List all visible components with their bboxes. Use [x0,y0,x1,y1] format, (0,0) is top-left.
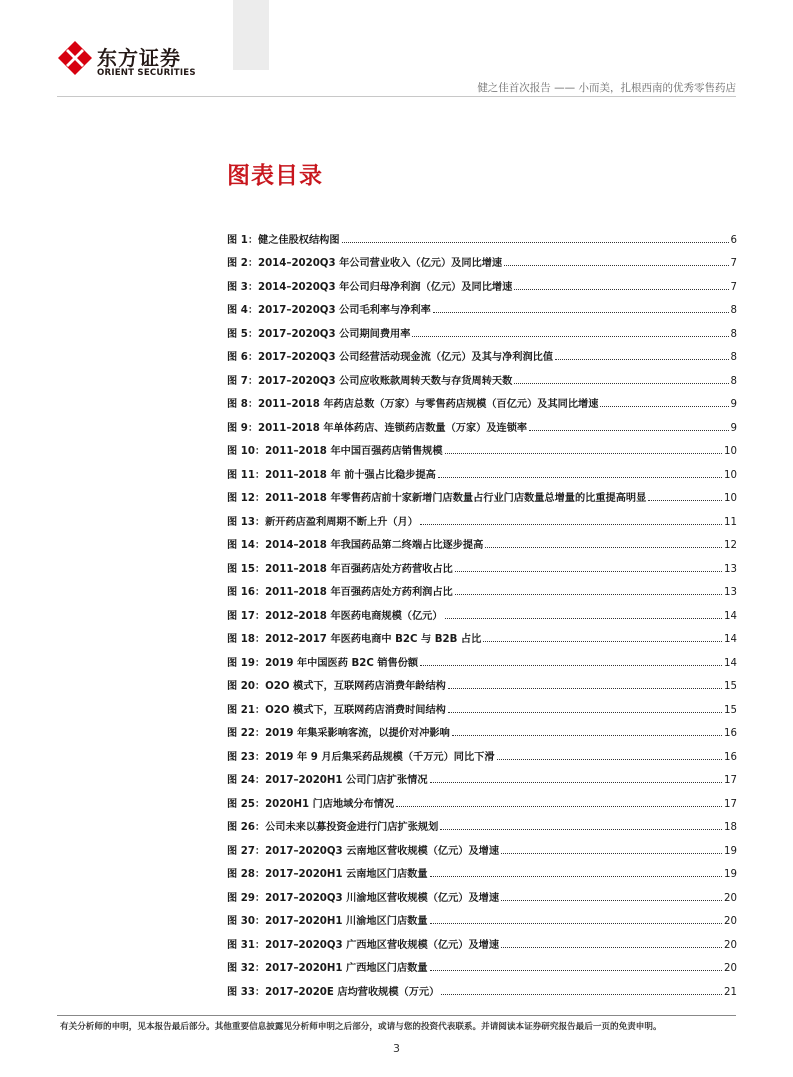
toc-entry-page: 8 [730,305,737,316]
toc-entry-label: 图 25：2020H1 门店地域分布情况 [227,798,395,810]
toc-entry[interactable] [227,410,737,434]
toc-entry-label: 图 27：2017–2020Q3 云南地区营收规模（亿元）及增速 [227,845,500,857]
toc-entry[interactable] [227,293,737,317]
toc-entry[interactable] [227,786,737,810]
toc-dot-leader [648,500,722,501]
toc-entry-label: 图 18：2012–2017 年医药电商中 B2C 与 B2B 占比 [227,634,482,645]
toc-entry-page: 15 [724,704,737,716]
logo-chinese-name: 东方证券 [97,46,181,70]
toc-entry[interactable] [227,246,737,270]
toc-dot-leader [504,265,728,266]
toc-entry[interactable] [227,340,737,364]
toc-entry-page: 10 [724,469,737,481]
toc-entry[interactable] [227,974,737,998]
toc-entry[interactable] [227,669,737,693]
toc-entry-label: 图 11：2011–2018 年 前十强占比稳步提高 [227,469,436,481]
toc-entry-label: 图 16：2011–2018 年百强药店处方药利润占比 [227,587,453,598]
toc-dot-leader [600,406,728,407]
toc-entry-page: 8 [730,328,737,340]
toc-dot-leader [501,900,722,901]
toc-dot-leader [430,876,722,877]
toc-entry-page: 17 [724,798,737,810]
toc-entry-page: 15 [724,681,737,692]
orient-logo-icon [57,40,93,76]
toc-entry-label: 图 21：O2O 模式下，互联网药店消费时间结构 [227,704,446,716]
toc-dot-leader [448,712,722,713]
toc-entry-label: 图 33：2017–2020E 店均营收规模（万元） [227,986,440,998]
toc-entry-page: 8 [730,375,737,387]
toc-dot-leader [438,477,722,478]
toc-dot-leader [430,970,722,971]
toc-entry-page: 20 [724,963,737,974]
toc-dot-leader [433,312,729,313]
toc-entry-page: 10 [724,446,737,457]
toc-entry-label: 图 32：2017–2020H1 广西地区门店数量 [227,963,428,974]
toc-dot-leader [396,806,722,807]
toc-dot-leader [412,336,728,337]
header-divider [57,96,736,97]
toc-entry[interactable] [227,457,737,481]
toc-entry-page: 6 [730,234,737,246]
toc-entry-label: 图 9：2011–2018 年单体药店、连锁药店数量（万家）及连锁率 [227,422,528,434]
toc-entry[interactable] [227,880,737,904]
toc-dot-leader [441,994,722,995]
toc-dot-leader [452,735,722,736]
toc-entry-label: 图 5：2017–2020Q3 公司期间费用率 [227,328,411,340]
toc-list [227,222,737,998]
toc-dot-leader [448,688,722,689]
toc-entry[interactable] [227,716,737,740]
toc-entry-page: 7 [730,281,737,293]
toc-dot-leader [445,618,723,619]
toc-entry[interactable] [227,904,737,928]
toc-entry[interactable] [227,551,737,575]
toc-dot-leader [430,923,722,924]
toc-dot-leader [514,289,728,290]
toc-dot-leader [483,641,722,642]
toc-dot-leader [501,853,722,854]
toc-entry-label: 图 12：2011–2018 年零售药店前十家新增门店数量占行业门店数量总增量的比重提高明显 [227,493,647,504]
toc-entry-page: 9 [730,399,737,410]
toc-dot-leader [529,430,728,431]
toc-entry-page: 16 [724,728,737,739]
footer-disclaimer: 有关分析师的申明，见本报告最后部分。其他重要信息披露见分析师申明之后部分，或请与您的投资代表联系。并请阅读本证券研究报告最后一页的免责申明。 [60,1022,662,1032]
page-number: 3 [393,1042,400,1055]
toc-dot-leader [440,829,722,830]
toc-dot-leader [455,594,722,595]
toc-entry-label: 图 24：2017–2020H1 公司门店扩张情况 [227,775,428,786]
toc-entry-label: 图 2：2014–2020Q3 年公司营业收入（亿元）及同比增速 [227,258,503,269]
toc-entry[interactable] [227,951,737,975]
toc-entry-page: 19 [724,869,737,880]
toc-dot-leader [497,759,722,760]
toc-entry-label: 图 13：新开药店盈利周期不断上升（月） [227,516,418,528]
toc-entry[interactable] [227,504,737,528]
toc-entry[interactable] [227,387,737,411]
toc-dot-leader [555,359,728,360]
toc-entry-page: 18 [724,822,737,833]
toc-entry-label: 图 14：2014–2018 年我国药品第二终端占比逐步提高 [227,540,484,551]
toc-dot-leader [430,782,722,783]
toc-entry-label: 图 22：2019 年集采影响客流，以提价对冲影响 [227,728,450,739]
toc-entry-page: 20 [724,939,737,951]
toc-entry-label: 图 10：2011–2018 年中国百强药店销售规模 [227,446,443,457]
toc-entry-page: 20 [724,916,737,927]
toc-entry-page: 9 [730,422,737,434]
toc-entry-label: 图 29：2017–2020Q3 川渝地区营收规模（亿元）及增速 [227,892,500,904]
header-decor-bar [233,0,269,70]
toc-entry-label: 图 26：公司未来以募投资金进行门店扩张规划 [227,822,439,833]
toc-entry-page: 17 [724,775,737,786]
toc-entry[interactable] [227,810,737,834]
toc-entry-label: 图 17：2012–2018 年医药电商规模（亿元） [227,610,443,622]
toc-entry-label: 图 19：2019 年中国医药 B2C 销售份额 [227,657,419,669]
toc-entry[interactable] [227,692,737,716]
toc-entry[interactable] [227,316,737,340]
toc-entry-page: 11 [724,516,737,528]
toc-entry[interactable] [227,528,737,552]
toc-entry[interactable] [227,575,737,599]
toc-entry-page: 12 [724,540,737,551]
logo-english-name: ORIENT SECURITIES [97,68,196,78]
toc-entry[interactable] [227,763,737,787]
toc-entry-page: 7 [730,258,737,269]
toc-entry[interactable] [227,434,737,458]
toc-entry-page: 19 [724,845,737,857]
toc-title: 图表目录 [227,163,323,189]
toc-entry-page: 21 [724,986,737,998]
toc-entry[interactable] [227,363,737,387]
toc-entry[interactable] [227,269,737,293]
toc-entry[interactable] [227,857,737,881]
toc-entry-page: 16 [724,751,737,763]
toc-entry-page: 14 [724,657,737,669]
footer-divider [57,1015,736,1016]
toc-entry[interactable] [227,622,737,646]
toc-entry-page: 10 [724,493,737,504]
toc-entry[interactable] [227,598,737,622]
toc-entry-page: 20 [724,892,737,904]
report-subtitle: 健之佳首次报告 —— 小而美，扎根西南的优秀零售药店 [477,82,736,94]
toc-entry-label: 图 23：2019 年 9 月后集采药品规模（千万元）同比下滑 [227,751,495,763]
toc-entry-label: 图 7：2017–2020Q3 公司应收账款周转天数与存货周转天数 [227,375,513,387]
toc-entry[interactable] [227,739,737,763]
toc-entry-label: 图 15：2011–2018 年百强药店处方药营收占比 [227,563,453,575]
toc-entry[interactable] [227,645,737,669]
toc-entry-label: 图 3：2014–2020Q3 年公司归母净利润（亿元）及同比增速 [227,281,513,293]
toc-entry-label: 图 6：2017–2020Q3 公司经营活动现金流（亿元）及其与净利润比值 [227,352,554,363]
toc-entry-label: 图 28：2017–2020H1 云南地区门店数量 [227,869,428,880]
toc-dot-leader [501,947,722,948]
toc-entry-page: 14 [724,634,737,645]
toc-entry-page: 14 [724,610,737,622]
toc-entry-page: 8 [730,352,737,363]
toc-dot-leader [445,453,723,454]
toc-entry-page: 13 [724,587,737,598]
toc-entry-label: 图 8：2011–2018 年药店总数（万家）与零售药店规模（百亿元）及其同比增速 [227,399,599,410]
toc-entry-label: 图 31：2017–2020Q3 广西地区营收规模（亿元）及增速 [227,939,500,951]
toc-entry-label: 图 1：健之佳股权结构图 [227,234,340,246]
toc-entry-label: 图 4：2017–2020Q3 公司毛利率与净利率 [227,305,431,316]
toc-dot-leader [485,547,722,548]
toc-entry-page: 13 [724,563,737,575]
toc-dot-leader [455,571,722,572]
toc-dot-leader [420,665,722,666]
toc-entry[interactable] [227,481,737,505]
toc-dot-leader [420,524,722,525]
toc-entry-label: 图 30：2017–2020H1 川渝地区门店数量 [227,916,428,927]
toc-dot-leader [514,383,728,384]
toc-entry[interactable] [227,927,737,951]
toc-dot-leader [342,242,729,243]
company-logo [57,40,222,90]
toc-entry[interactable] [227,833,737,857]
toc-entry[interactable] [227,222,737,246]
toc-entry-label: 图 20：O2O 模式下，互联网药店消费年龄结构 [227,681,446,692]
